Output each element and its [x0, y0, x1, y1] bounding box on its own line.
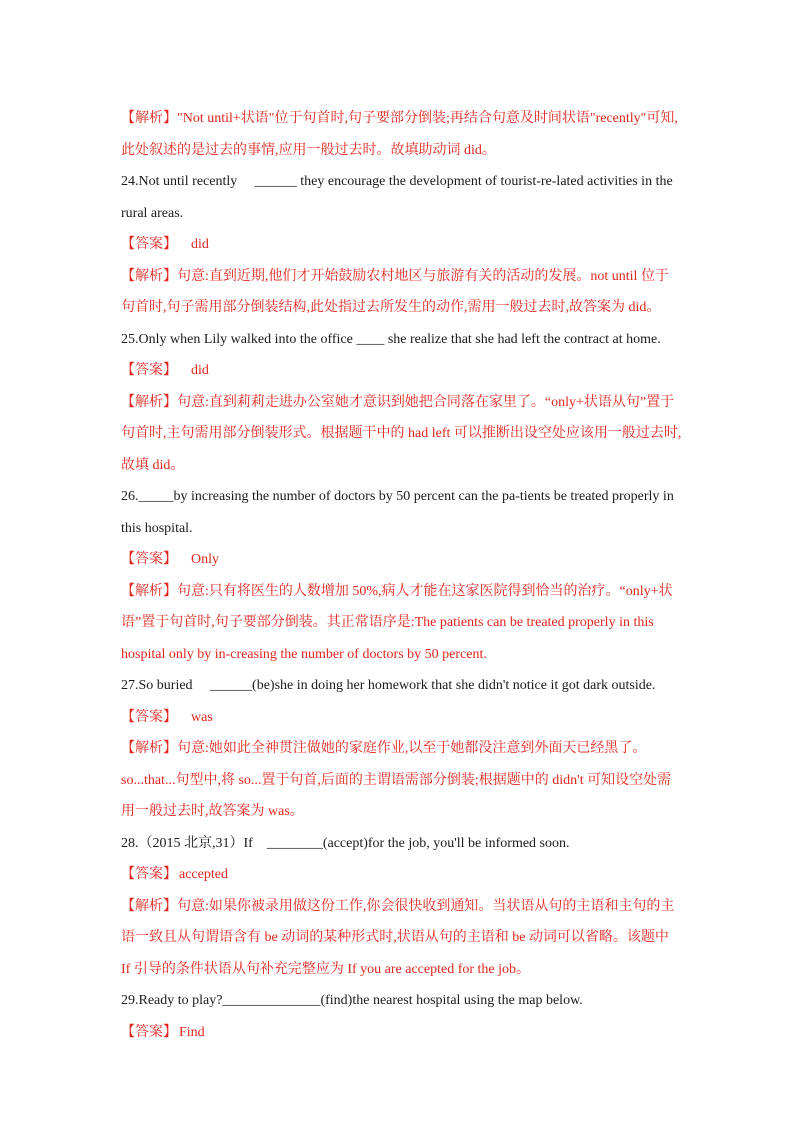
answer-label: 【答案】 [121, 867, 177, 882]
answer-line [121, 229, 730, 261]
document-body [121, 103, 730, 1048]
analysis-line: 此处叙述的是过去的事情,应用一般过去时。故填助动词 did。 [121, 142, 496, 158]
answer-line [121, 355, 730, 387]
analysis-line: 用一般过去时,故答案为 was。 [121, 804, 304, 819]
answer-line [121, 1017, 730, 1049]
analysis-line: 【解析】句意:直到近期,他们才开始鼓励农村地区与旅游有关的活动的发展。not until 位于 [121, 268, 669, 284]
analysis-line: 【解析】句意:如果你被录用做这份工作,你会很快收到通知。当状语从句的主语和主句的主 [121, 898, 675, 914]
answer-label: 【答案】 [121, 709, 177, 725]
question-line: 27.So buried ______(be)she in doing her homework that she didn't notice it got dark outside. [121, 678, 656, 693]
analysis-line: 句首时,主句需用部分倒装形式。根据题干中的 had left 可以推断出设空处应该用一般过去时, [121, 426, 682, 441]
answer-value: did [191, 363, 209, 378]
question-line: 29.Ready to play?______________(find)the nearest hospital using the map below. [121, 993, 583, 1008]
answer-line [121, 702, 730, 734]
analysis-line: hospital only by in-creasing the number of doctors by 50 percent. [121, 646, 487, 662]
question-line: 25.Only when Lily walked into the office ____ she realize that she had left the contract at home. [121, 331, 661, 347]
answer-label: 【答案】 [121, 552, 177, 567]
answer-line [121, 544, 730, 576]
answer-label: 【答案】 [121, 237, 177, 252]
answer-value: accepted [179, 867, 228, 882]
answer-label: 【答案】 [121, 363, 177, 378]
answer-value: Find [179, 1024, 205, 1040]
analysis-line: so...that...句型中,将 so...置于句首,后面的主谓语需部分倒装;根据题中的 didn't 可知设空处需 [121, 772, 672, 788]
analysis-line: 语”置于句首时,句子要部分倒装。其正常语序是:The patients can be treated properly in this [121, 615, 654, 630]
analysis-line: 【解析】句意:她如此全神贯注做她的家庭作业,以至于她都没注意到外面天已经黑了。 [121, 741, 647, 756]
question-line: rural areas. [121, 205, 184, 221]
analysis-line: 【解析】"Not until+状语"位于句首时,句子要部分倒装;再结合句意及时间状语"recently"可知, [121, 111, 678, 126]
answer-label: 【答案】 [121, 1024, 177, 1040]
analysis-line: 语一致且从句谓语含有 be 动词的某种形式时,状语从句的主语和 be 动词可以省略。该题中 [121, 930, 669, 945]
analysis-line: 【解析】句意:只有将医生的人数增加 50%,病人才能在这家医院得到恰当的治疗。“only+状 [121, 583, 673, 599]
question-line: 24.Not until recently ______ they encourage the development of tourist-re-lated activities in the [121, 174, 673, 189]
analysis-line: If 引导的条件状语从句补充完整应为 If you are accepted for the job。 [121, 961, 531, 977]
answer-value: was [191, 709, 213, 725]
question-line: 26._____by increasing the number of doctors by 50 percent can the pa-tients be treated properly in [121, 489, 674, 504]
answer-value: did [191, 237, 209, 252]
analysis-line: 故填 did。 [121, 457, 185, 473]
answer-line [121, 859, 730, 891]
question-line: this hospital. [121, 520, 193, 536]
answer-value: Only [191, 552, 219, 567]
question-line: 28.（2015 北京,31）If ________(accept)for the job, you'll be informed soon. [121, 835, 570, 851]
analysis-line: 【解析】句意:直到莉莉走进办公室她才意识到她把合同落在家里了。“only+状语从句”置于 [121, 394, 675, 410]
analysis-line: 句首时,句子需用部分倒装结构,此处指过去所发生的动作,需用一般过去时,故答案为 did。 [121, 300, 661, 315]
